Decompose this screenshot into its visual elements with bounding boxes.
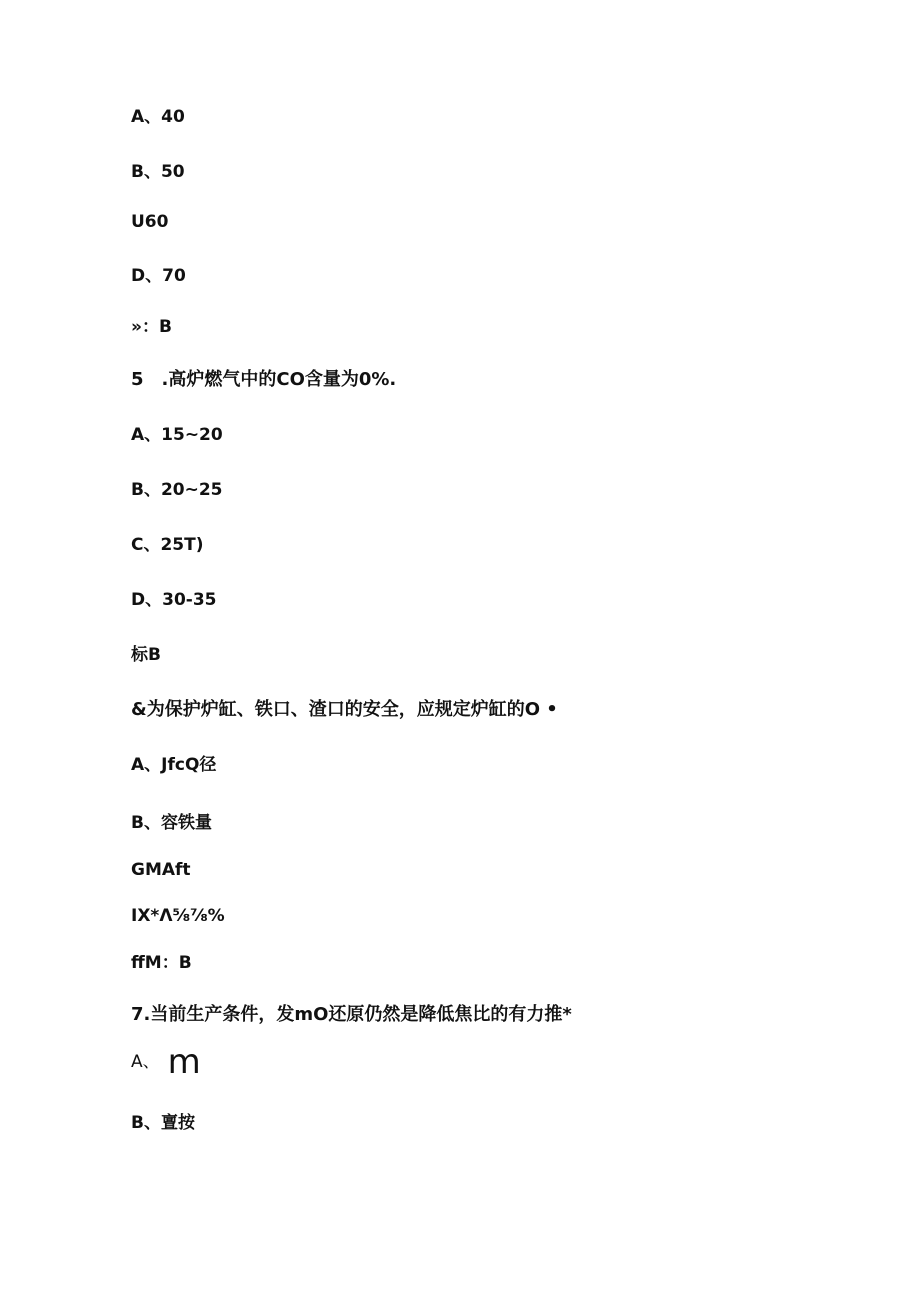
- option-a-q4: A、40: [131, 107, 185, 127]
- option-a-q7-glyph: m: [167, 1042, 201, 1082]
- option-c-q4: U60: [131, 212, 169, 232]
- question-6: &为保护炉缸、铁口、渣口的安全，应规定炉缸的O •: [131, 699, 558, 720]
- option-d-q4: D、70: [131, 266, 186, 286]
- option-b-q4: B、50: [131, 162, 185, 182]
- question-7: 7.当前生产条件，发mO还原仍然是降低焦比的有力推*: [131, 1004, 572, 1025]
- answer-q5: 标B: [131, 645, 161, 665]
- option-a-q6: A、JfcQ径: [131, 755, 217, 775]
- option-b-q7: B、亶按: [131, 1113, 195, 1133]
- option-d-q5: D、30-35: [131, 590, 217, 610]
- option-a-q7-label: A、: [131, 1052, 160, 1072]
- option-b-q6: B、容铁量: [131, 813, 212, 833]
- option-d-q6: IX*Λ⅝⅞%: [131, 906, 225, 926]
- option-c-q5: C、25T): [131, 535, 204, 555]
- option-a-q7: [131, 1042, 201, 1082]
- question-5: 5 .高炉燃气中的CO含量为0%.: [131, 369, 397, 390]
- option-c-q6: GMAft: [131, 860, 191, 880]
- option-a-q5: A、15~20: [131, 425, 223, 445]
- option-b-q5: B、20~25: [131, 480, 223, 500]
- answer-q4: »：B: [131, 317, 172, 337]
- answer-q6: ffM：B: [131, 953, 192, 973]
